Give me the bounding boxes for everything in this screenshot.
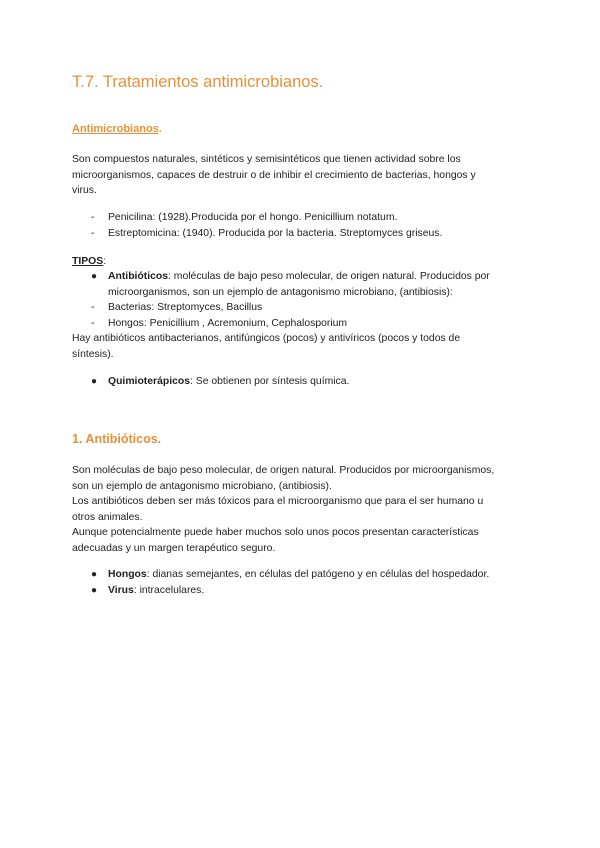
list-item-antibioticos: Antibióticos: moléculas de bajo peso molecular, de origen natural. Producidos por xyxy=(108,271,490,282)
text-line: Los antibióticos deben ser más tóxicos para el microorganismo que para el ser humano u xyxy=(72,496,484,507)
text-line: Son moléculas de bajo peso molecular, de origen natural. Producidos por microorganismos, xyxy=(72,465,495,476)
dash-marker: - xyxy=(91,302,95,313)
bullet-marker: ● xyxy=(91,584,98,596)
text-line: síntesis). xyxy=(72,348,114,360)
list-item: Penicilina: (1928).Producida por el hongo. Penicillium notatum. xyxy=(108,212,398,223)
tipos-heading: TIPOS: xyxy=(72,256,107,267)
bullet-marker: ● xyxy=(91,569,98,580)
text-line: Hay antibióticos antibacterianos, antifúngicos (pocos) y antivíricos (pocos y todos de xyxy=(72,333,461,344)
text-line: adecuadas y un margen terapéutico seguro. xyxy=(72,542,276,554)
list-item: Bacterias: Streptomyces, Bacillus xyxy=(108,302,263,313)
list-item: Hongos: Penicillium , Acremonium, Cephalosporium xyxy=(108,317,348,329)
list-item-continuation: microorganismos, son un ejemplo de antagonismo microbiano, (antibiosis): xyxy=(108,286,453,298)
intro-line: Son compuestos naturales, sintéticos y semisintéticos que tienen actividad sobre los xyxy=(72,154,461,165)
text-line: otros animales. xyxy=(72,511,143,523)
intro-line: microorganismos, capaces de destruir o de inhibir el crecimiento de bacterias, hongos y xyxy=(72,169,476,181)
bullet-marker: ● xyxy=(91,376,98,387)
dash-marker: - xyxy=(91,212,95,223)
text-line: Aunque potencialmente puede haber muchos solo unos pocos presentan características xyxy=(72,527,479,538)
section-heading-antimicrobianos: Antimicrobianos. xyxy=(72,123,162,135)
section-heading-antibioticos: 1. Antibióticos. xyxy=(72,432,162,446)
page-title: T.7. Tratamientos antimicrobianos. xyxy=(72,73,324,91)
bullet-marker: ● xyxy=(91,271,98,282)
text-line: son un ejemplo de antagonismo microbiano, (antibiosis). xyxy=(72,480,332,492)
dash-marker: - xyxy=(91,317,95,329)
list-item-hongos: Hongos: dianas semejantes, en células del patógeno y en células del hospedador. xyxy=(108,569,490,580)
list-item: Estreptomicina: (1940). Producida por la bacteria. Streptomyces griseus. xyxy=(108,228,443,239)
dash-marker: - xyxy=(91,228,95,239)
intro-line: virus. xyxy=(72,185,97,196)
list-item-quimioterapicos: Quimioterápicos: Se obtienen por síntesis química. xyxy=(108,376,350,387)
list-item-virus: Virus: intracelulares. xyxy=(108,584,205,596)
